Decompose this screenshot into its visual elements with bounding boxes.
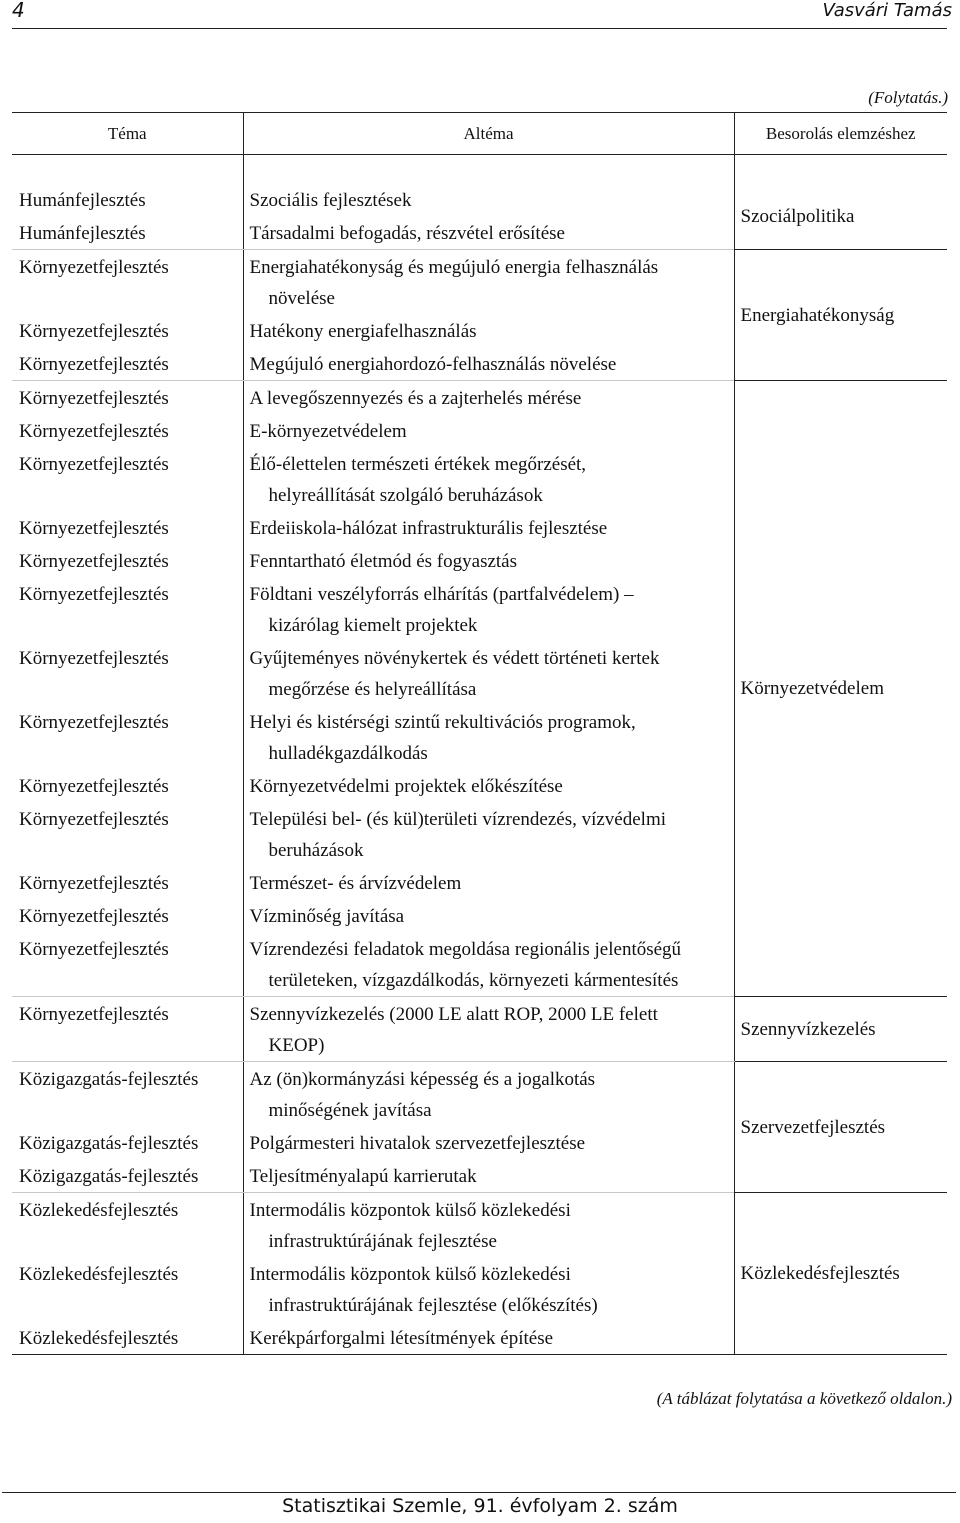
subtopic-cell [243,1126,734,1159]
subtopic-cell [243,705,734,769]
topic-cell: Közlekedésfejlesztés [12,1193,243,1258]
subtopic-cell [243,866,734,899]
subtopic-cell [243,1159,734,1193]
subtopic-line: Az (ön)kormányzási képesség és a jogalkotás [249,1069,596,1090]
subtopic-continuation: KEOP) [268,1035,325,1056]
classification-cell: Szennyvízkezelés [734,997,947,1062]
subtopic-line: Teljesítményalapú karrierutak [249,1166,477,1187]
subtopic-continuation: beruházások [268,840,364,861]
subtopic-cell [243,769,734,802]
subtopic-cell [243,1193,734,1258]
running-header-author: Vasvári Tamás [822,0,952,21]
subtopic-continuation: minőségének javítása [268,1100,432,1121]
topic-cell: Környezetfejlesztés [12,932,243,997]
table-row [12,1193,947,1258]
topic-cell: Környezetfejlesztés [12,577,243,641]
subtopic-line: Intermodális központok külső közlekedési [249,1200,571,1221]
subtopic-continuation: területeken, vízgazdálkodás, környezeti kármentesítés [268,970,679,991]
subtopic-cell [243,899,734,932]
subtopic-cell [243,250,734,315]
topic-cell: Környezetfejlesztés [12,447,243,511]
subtopic-cell [243,1257,734,1321]
subtopic-continuation: infrastruktúrájának fejlesztése (előkészítés) [268,1295,598,1316]
classification-cell: Közlekedésfejlesztés [734,1193,947,1355]
topic-cell: Környezetfejlesztés [12,314,243,347]
subtopic-line: Gyűjteményes növénykertek és védett történeti kertek [249,648,660,669]
topic-cell: Környezetfejlesztés [12,414,243,447]
classification-cell: Környezetvédelem [734,381,947,997]
subtopic-cell [243,381,734,415]
footer-rule [2,1492,956,1493]
topic-cell: Közigazgatás-fejlesztés [12,1159,243,1193]
subtopic-line: Szociális fejlesztések [249,190,412,211]
topic-cell: Közlekedésfejlesztés [12,1257,243,1321]
topic-cell: Közlekedésfejlesztés [12,1321,243,1355]
subtopic-line: Helyi és kistérségi szintű rekultivációs programok, [249,712,636,733]
table-body [12,155,947,1355]
subtopic-line: Élő-élettelen természeti értékek megőrzését, [249,454,587,475]
subtopic-line: Vízminőség javítása [249,906,405,927]
subtopic-continuation: infrastruktúrájának fejlesztése [268,1231,497,1252]
topic-cell: Környezetfejlesztés [12,250,243,315]
classification-table [12,112,947,1355]
subtopic-cell [243,1321,734,1355]
topic-cell: Közigazgatás-fejlesztés [12,1062,243,1127]
topic-cell: Humánfejlesztés [12,183,243,216]
subtopic-cell [243,641,734,705]
subtopic-line: Erdeiiskola-hálózat infrastrukturális fejlesztése [249,518,608,539]
subtopic-continuation: helyreállítását szolgáló beruházások [268,485,543,506]
subtopic-line: E-környezetvédelem [249,421,407,442]
table-row [12,250,947,315]
subtopic-line: Vízrendezési feladatok megoldása regionális jelentőségű [249,939,682,960]
table-row [12,997,947,1062]
subtopic-line: Fenntartható életmód és fogyasztás [249,551,518,572]
continuation-note: (A táblázat folytatása a következő oldalon.) [656,1389,952,1408]
subtopic-line: Kerékpárforgalmi létesítmények építése [249,1328,554,1349]
header-rule [12,28,947,29]
subtopic-continuation: kizárólag kiemelt projektek [268,615,478,636]
topic-cell: Környezetfejlesztés [12,347,243,381]
classification-cell: Szociálpolitika [734,183,947,250]
table-row [12,183,947,216]
subtopic-cell [243,447,734,511]
subtopic-cell [243,544,734,577]
topic-cell: Környezetfejlesztés [12,511,243,544]
subtopic-continuation: növelése [268,288,335,309]
topic-cell: Környezetfejlesztés [12,997,243,1062]
header-classification: Besorolás elemzéshez [734,113,947,155]
page-number: 4 [12,0,25,22]
subtopic-cell [243,932,734,997]
table-row [12,1062,947,1127]
subtopic-line: Természet- és árvízvédelem [249,873,462,894]
subtopic-cell [243,183,734,216]
table-row [12,381,947,415]
subtopic-cell [243,216,734,250]
header-subtopic: Altéma [243,113,734,155]
table-header-row [12,113,947,155]
subtopic-line: Hatékony energiafelhasználás [249,321,477,342]
subtopic-cell [243,511,734,544]
subtopic-line: Környezetvédelmi projektek előkészítése [249,776,563,797]
header-topic: Téma [12,113,243,155]
subtopic-line: Intermodális központok külső közlekedési [249,1264,571,1285]
subtopic-cell [243,314,734,347]
subtopic-cell [243,1062,734,1127]
subtopic-cell [243,997,734,1062]
subtopic-continuation: hulladékgazdálkodás [268,743,428,764]
topic-cell: Környezetfejlesztés [12,381,243,415]
topic-cell: Humánfejlesztés [12,216,243,250]
subtopic-cell [243,347,734,381]
classification-cell: Szervezetfejlesztés [734,1062,947,1193]
topic-cell: Környezetfejlesztés [12,769,243,802]
subtopic-line: A levegőszennyezés és a zajterhelés mérése [249,388,582,409]
topic-cell: Környezetfejlesztés [12,705,243,769]
subtopic-line: Polgármesteri hivatalok szervezetfejlesztése [249,1133,586,1154]
topic-cell: Környezetfejlesztés [12,899,243,932]
subtopic-line: Energiahatékonyság és megújuló energia felhasználás [249,257,659,278]
continued-note: (Folytatás.) [868,88,948,107]
journal-footer: Statisztikai Szemle, 91. évfolyam 2. szám [282,1495,678,1517]
subtopic-line: Szennyvízkezelés (2000 LE alatt ROP, 2000 LE felett [249,1004,658,1025]
subtopic-line: Települési bel- (és kül)területi vízrendezés, vízvédelmi [249,809,666,830]
topic-cell: Környezetfejlesztés [12,544,243,577]
topic-cell: Környezetfejlesztés [12,866,243,899]
subtopic-cell [243,414,734,447]
subtopic-cell [243,577,734,641]
topic-cell: Környezetfejlesztés [12,802,243,866]
subtopic-cell [243,802,734,866]
topic-cell: Környezetfejlesztés [12,641,243,705]
subtopic-line: Földtani veszélyforrás elhárítás (partfalvédelem) – [249,584,634,605]
subtopic-continuation: megőrzése és helyreállítása [268,679,477,700]
subtopic-line: Megújuló energiahordozó-felhasználás növelése [249,354,617,375]
spacer-row [12,155,947,184]
subtopic-line: Társadalmi befogadás, részvétel erősítése [249,223,565,244]
topic-cell: Közigazgatás-fejlesztés [12,1126,243,1159]
classification-cell: Energiahatékonyság [734,250,947,381]
